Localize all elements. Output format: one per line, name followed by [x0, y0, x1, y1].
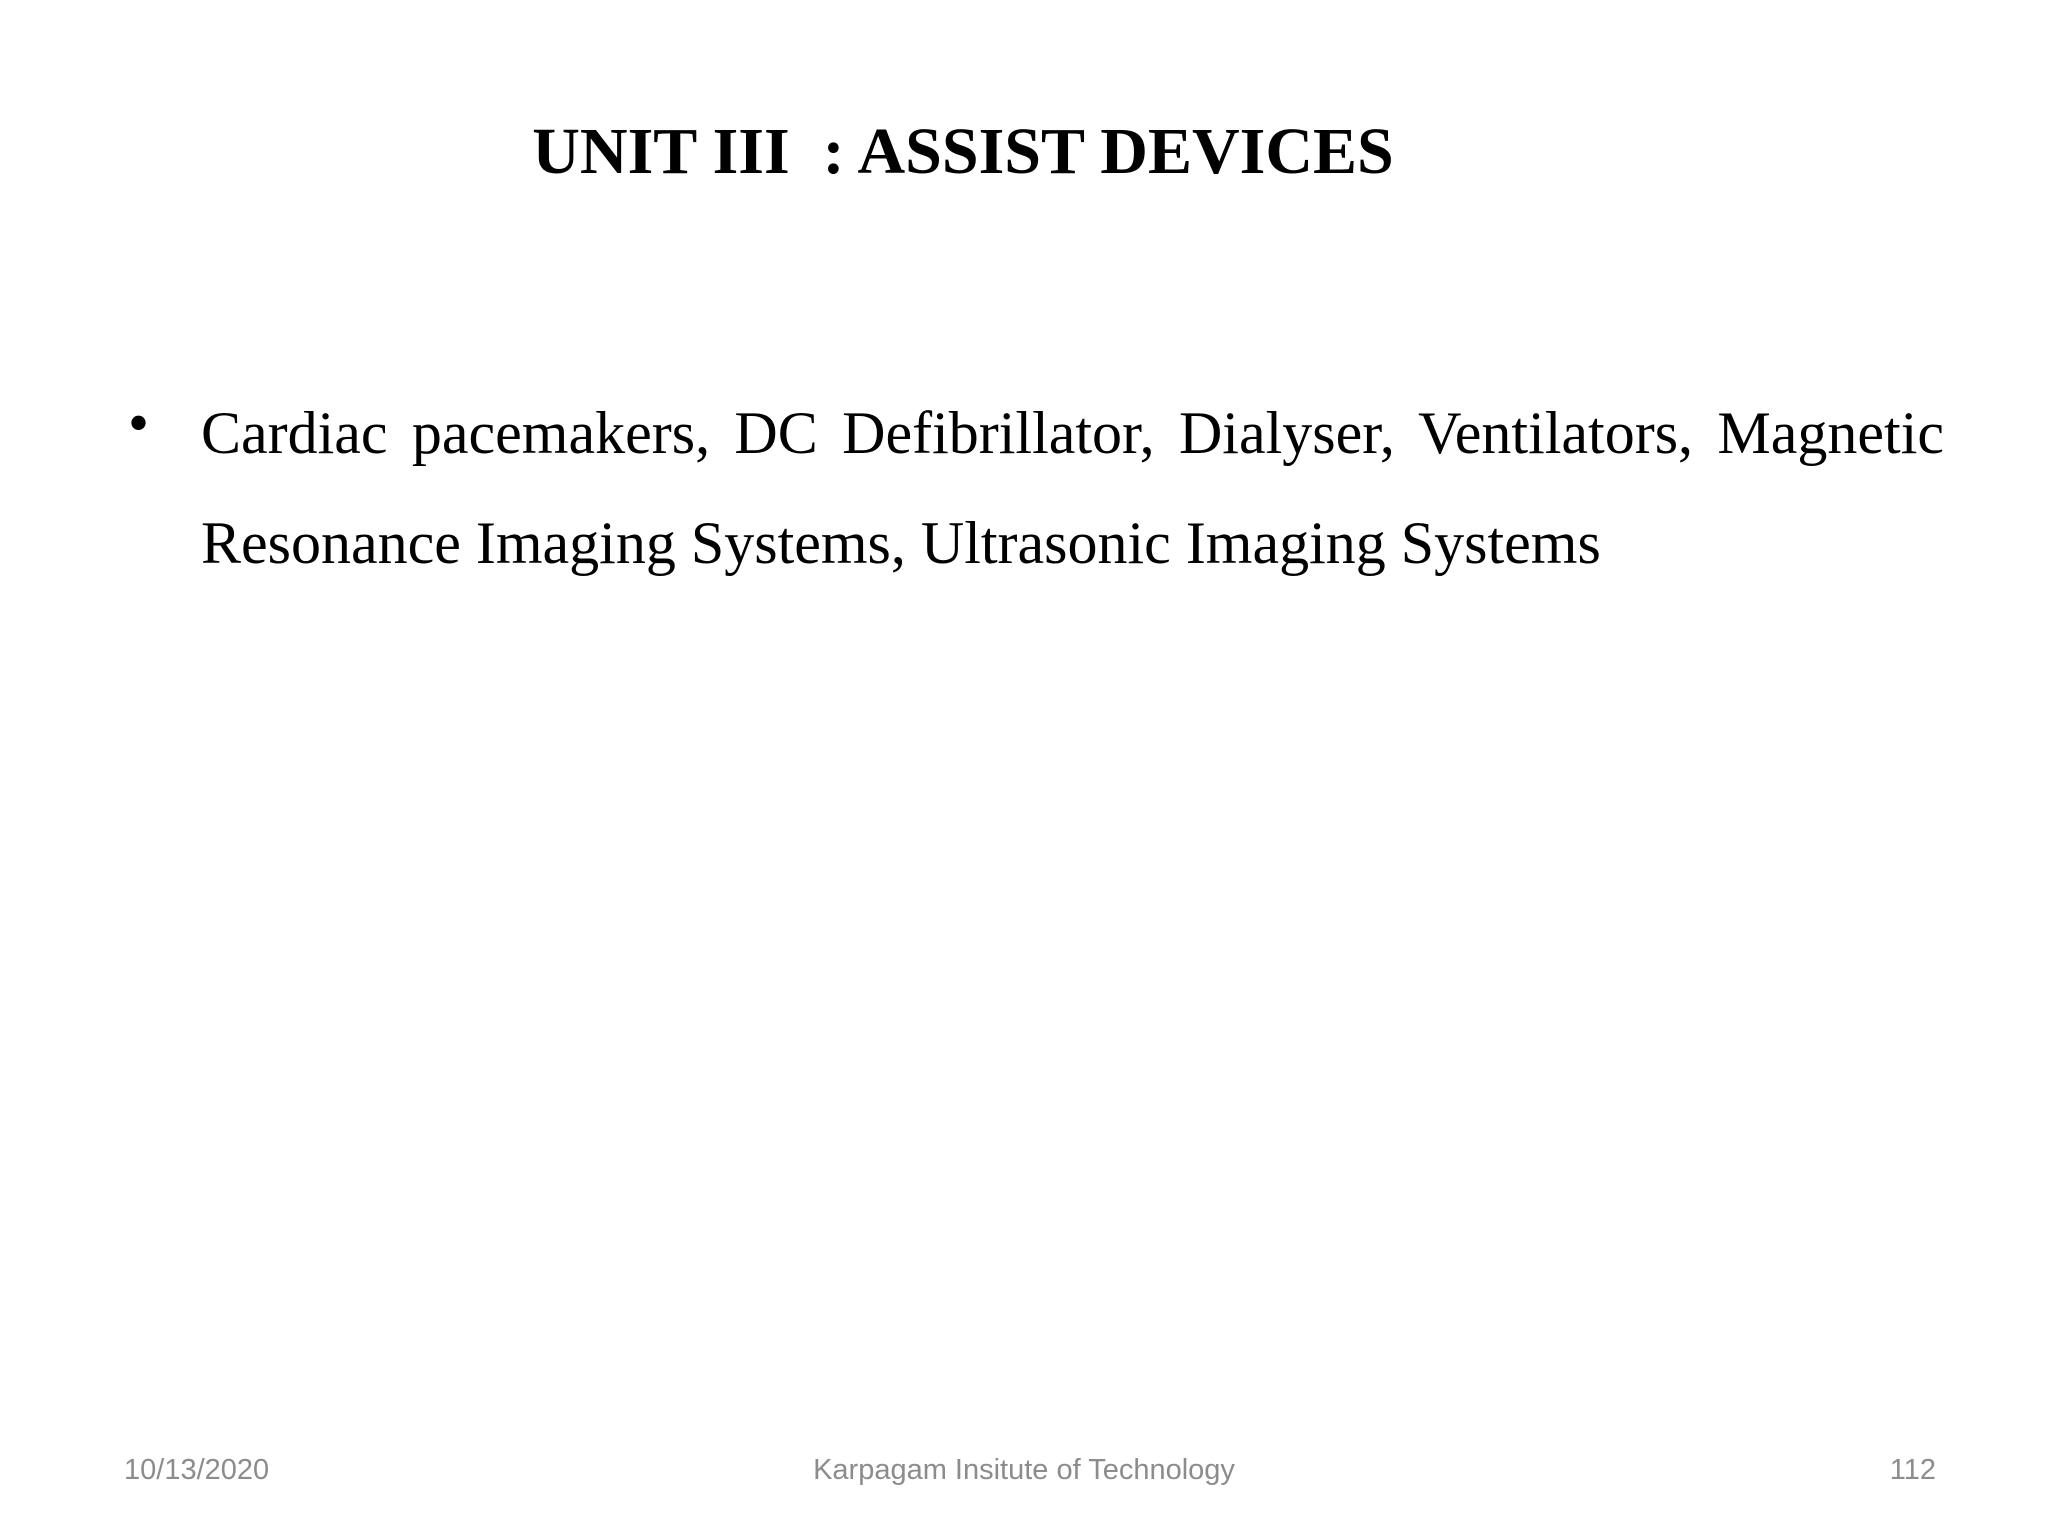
bullet-text: Cardiac pacemakers, DC Defibrillator, Dialyser, Ventilators, Magnetic Resonance Imaging Systems, Ultrasonic Imaging Systems	[201, 400, 1944, 576]
bullet-list	[124, 378, 1944, 598]
slide-title: UNIT III : ASSIST DEVICES	[532, 115, 1394, 188]
bullet-icon: •	[128, 390, 150, 456]
footer-page-number: 112	[1889, 1454, 1936, 1486]
bullet-item	[124, 378, 1944, 598]
footer-date: 10/13/2020	[124, 1454, 270, 1486]
footer-organization: Karpagam Insitute of Technology	[813, 1454, 1235, 1486]
